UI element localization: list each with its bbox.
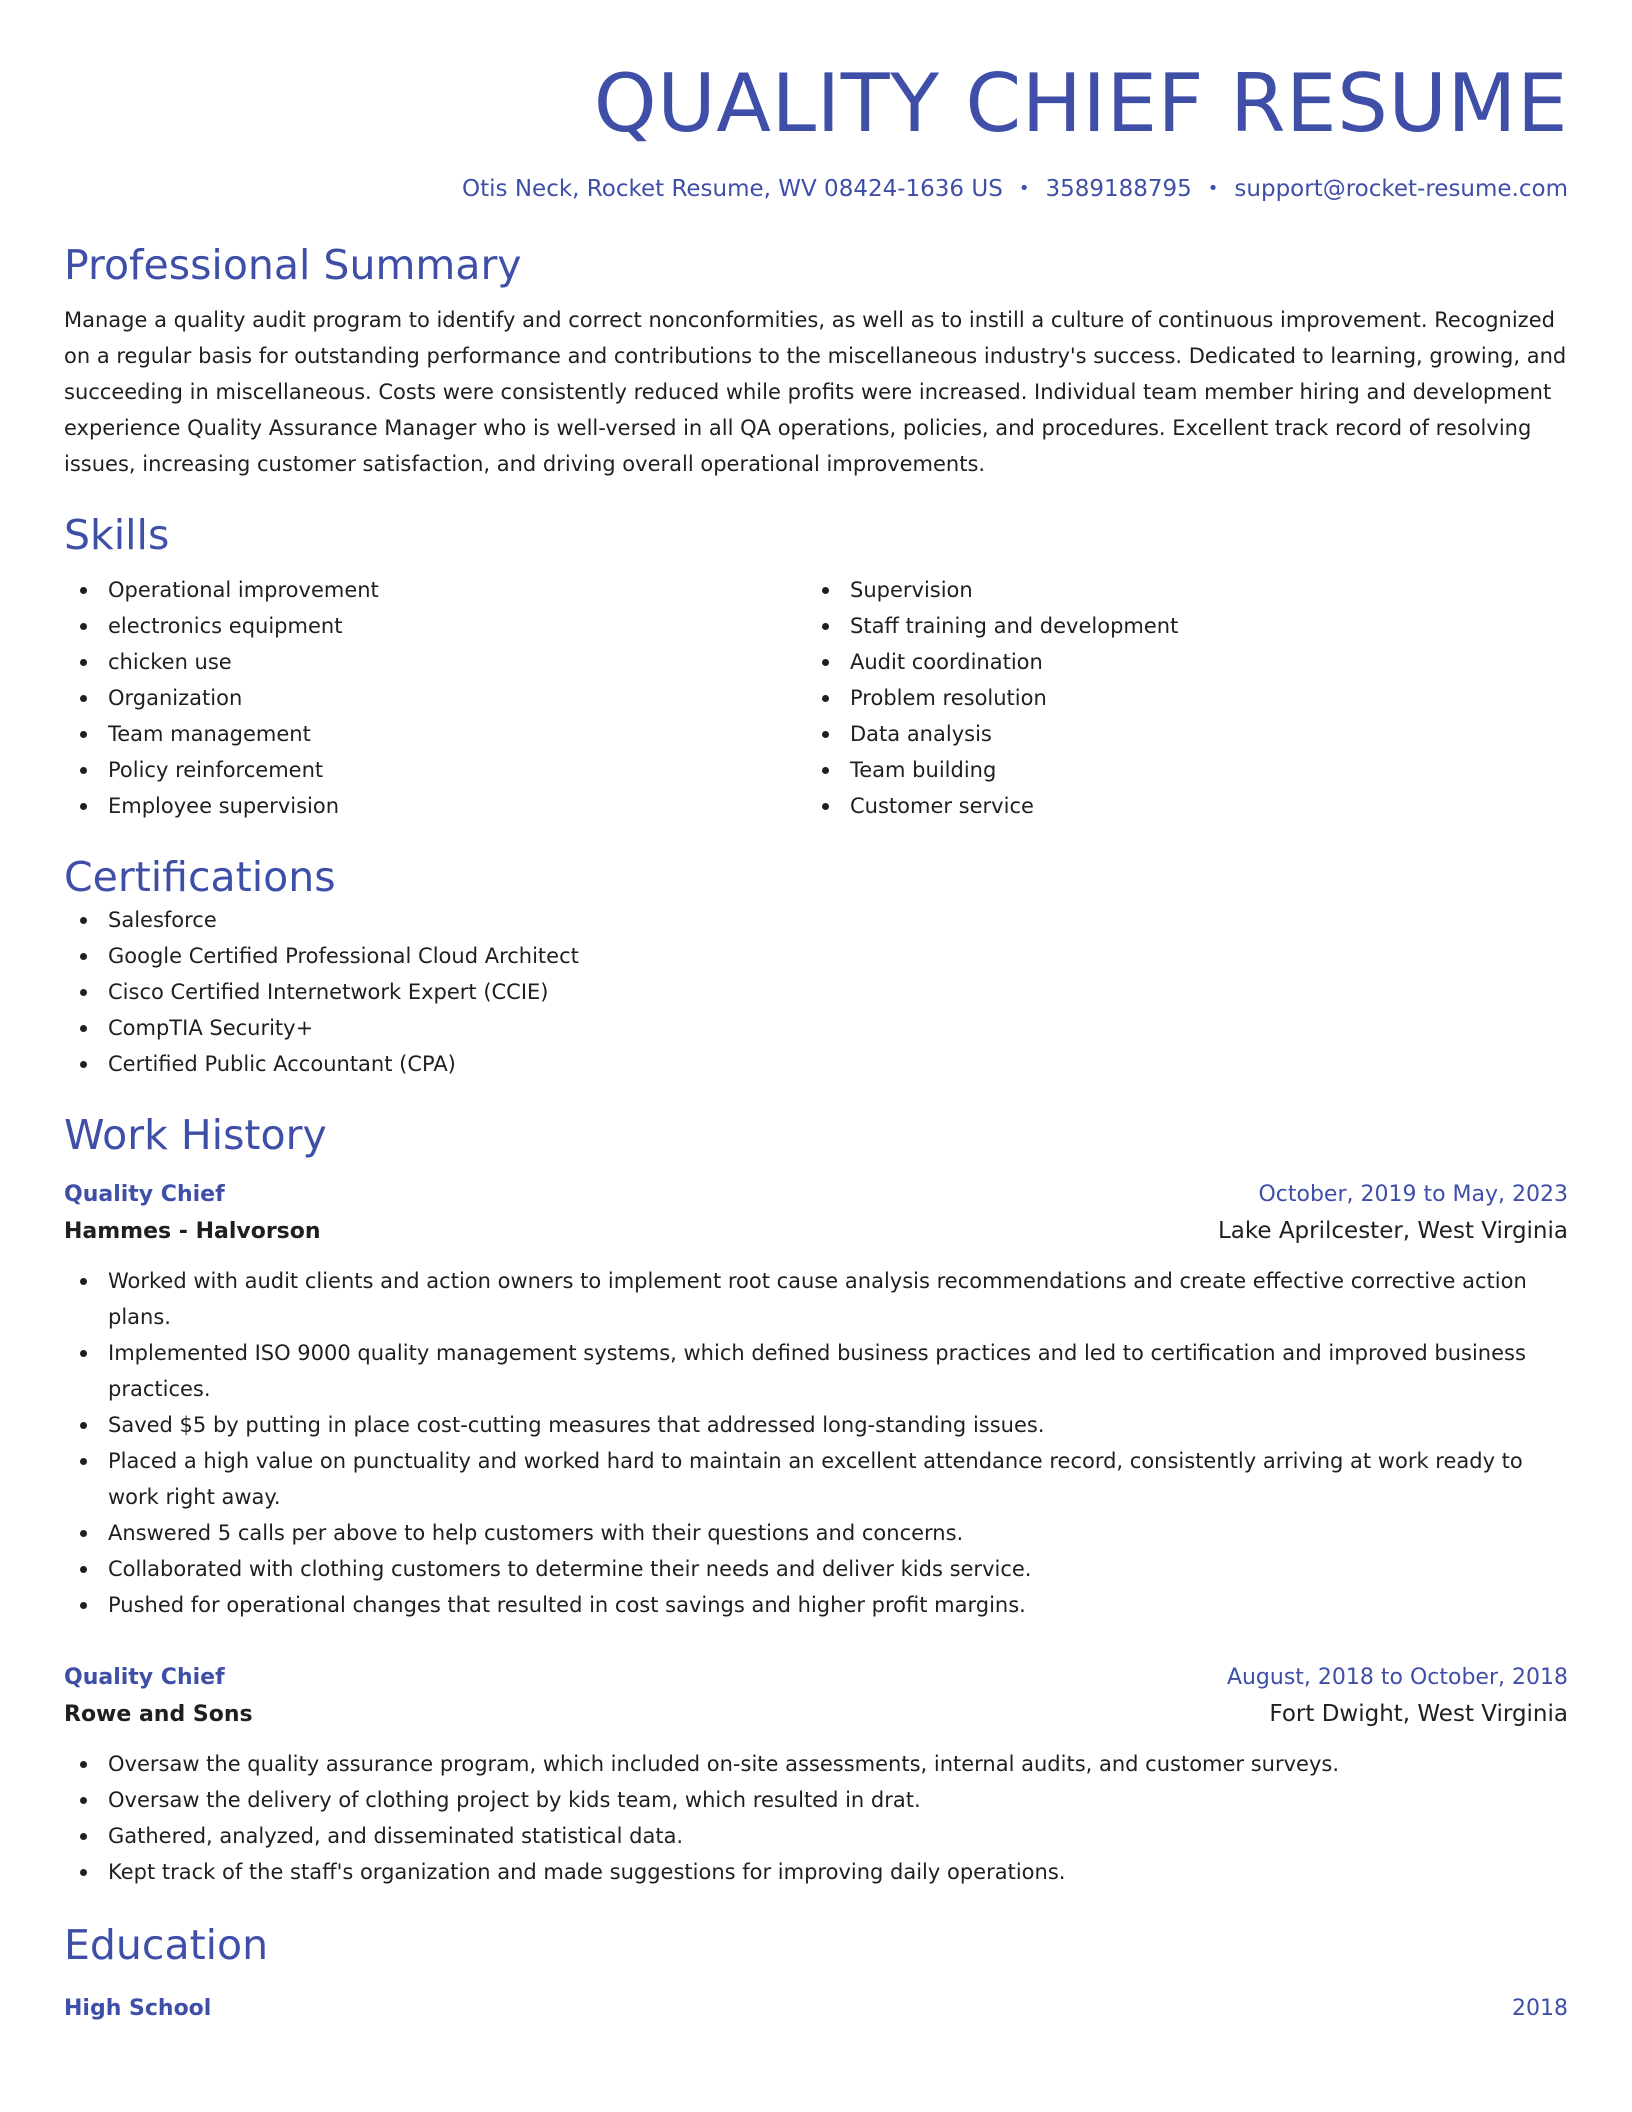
skill-item: Employee supervision: [64, 788, 806, 824]
job-entry: [64, 1178, 1568, 1623]
job-header-row: [64, 1661, 1568, 1695]
education-row: [64, 1992, 1568, 2026]
skills-list-right: [806, 572, 1548, 824]
skill-item: Policy reinforcement: [64, 752, 806, 788]
skill-item: Supervision: [806, 572, 1548, 608]
job-entry: [64, 1661, 1568, 1890]
work-history-section: [64, 1110, 1568, 1890]
job-location: Fort Dwight, West Virginia: [1269, 1701, 1568, 1727]
summary-text: Manage a quality audit program to identify and correct nonconformities, as well as to instill a culture of continuous improvement. Recognized on a regular basis for outstanding performance and contributions to the miscellaneous industry's success. Dedicated to learning, growing, and succeeding in miscellaneous. Costs were consistently reduced while profits were increased. Individual team member hiring and development experience Quality Assurance Manager who is well-versed in all QA operations, policies, and procedures. Excellent track record of resolving issues, increasing customer satisfaction, and driving overall operational improvements.: [64, 308, 1567, 476]
skills-grid: [64, 572, 1568, 824]
skill-item: Team building: [806, 752, 1548, 788]
certifications-heading: Certifications: [64, 853, 336, 901]
job-title: Quality Chief: [64, 1182, 225, 1207]
certification-item: Google Certified Professional Cloud Architect: [64, 938, 1568, 974]
job-dates: August, 2018 to October, 2018: [1226, 1665, 1568, 1690]
certification-item: Salesforce: [64, 902, 1568, 938]
job-bullets: [64, 1263, 1568, 1623]
job-dates: October, 2019 to May, 2023: [1258, 1182, 1568, 1207]
job-bullet: Pushed for operational changes that resulted in cost savings and higher profit margins.: [64, 1587, 1568, 1623]
certification-item: CompTIA Security+: [64, 1010, 1568, 1046]
summary-section: [64, 240, 1568, 482]
contact-separator: •: [1018, 178, 1030, 199]
certifications-section: [64, 852, 1568, 1082]
skills-list-left: [64, 572, 806, 824]
certification-item: Cisco Certified Internetwork Expert (CCIE): [64, 974, 1568, 1010]
skill-item: chicken use: [64, 644, 806, 680]
skill-item: Problem resolution: [806, 680, 1548, 716]
skill-item: Audit coordination: [806, 644, 1548, 680]
skill-item: Customer service: [806, 788, 1548, 824]
contact-line: [64, 176, 1568, 202]
certifications-list: [64, 902, 1568, 1082]
job-bullet: Oversaw the delivery of clothing project by kids team, which resulted in drat.: [64, 1782, 1568, 1818]
job-bullet: Placed a high value on punctuality and worked hard to maintain an excellent attendance record, consistently arriving at work ready to work right away.: [64, 1443, 1568, 1515]
education-section: [64, 1920, 1568, 2026]
skills-section: [64, 510, 1568, 824]
job-bullet: Answered 5 calls per above to help customers with their questions and concerns.: [64, 1515, 1568, 1551]
skill-item: Staff training and development: [806, 608, 1548, 644]
skill-item: Data analysis: [806, 716, 1548, 752]
job-bullet: Saved $5 by putting in place cost-cutting measures that addressed long-standing issues.: [64, 1407, 1568, 1443]
job-company: Hammes - Halvorson: [64, 1219, 321, 1244]
certification-item: Certified Public Accountant (CPA): [64, 1046, 1568, 1082]
summary-heading: Professional Summary: [64, 241, 522, 289]
education-year: 2018: [1512, 1996, 1568, 2021]
job-company-row: [64, 1212, 1568, 1251]
education-heading: Education: [64, 1921, 269, 1969]
contact-email[interactable]: support@rocket-resume.com: [1234, 176, 1568, 202]
contact-phone: 3589188795: [1045, 176, 1192, 202]
job-location: Lake Aprilcester, West Virginia: [1217, 1218, 1568, 1244]
resume-page: [64, 0, 1568, 2026]
job-company: Rowe and Sons: [64, 1702, 253, 1727]
job-bullets: [64, 1746, 1568, 1890]
education-entry: [64, 1992, 1568, 2026]
job-bullet: Gathered, analyzed, and disseminated statistical data.: [64, 1818, 1568, 1854]
job-bullet: Kept track of the staff's organization and made suggestions for improving daily operations.: [64, 1854, 1568, 1890]
skill-item: Team management: [64, 716, 806, 752]
resume-title: QUALITY CHIEF RESUME: [593, 57, 1568, 150]
job-bullet: Worked with audit clients and action owners to implement root cause analysis recommendations and create effective corrective action plans.: [64, 1263, 1568, 1335]
skill-item: Organization: [64, 680, 806, 716]
education-degree: High School: [64, 1996, 212, 2021]
job-title: Quality Chief: [64, 1665, 225, 1690]
work-history-heading: Work History: [64, 1111, 327, 1159]
job-company-row: [64, 1695, 1568, 1734]
contact-address: Otis Neck, Rocket Resume, WV 08424-1636 US: [462, 176, 1003, 202]
contact-separator: •: [1207, 178, 1219, 199]
job-bullet: Oversaw the quality assurance program, which included on-site assessments, internal audits, and customer surveys.: [64, 1746, 1568, 1782]
skill-item: electronics equipment: [64, 608, 806, 644]
skill-item: Operational improvement: [64, 572, 806, 608]
skills-heading: Skills: [64, 511, 170, 559]
job-header-row: [64, 1178, 1568, 1212]
job-bullet: Collaborated with clothing customers to determine their needs and deliver kids service.: [64, 1551, 1568, 1587]
job-bullet: Implemented ISO 9000 quality management systems, which defined business practices and led to certification and improved business practices.: [64, 1335, 1568, 1407]
